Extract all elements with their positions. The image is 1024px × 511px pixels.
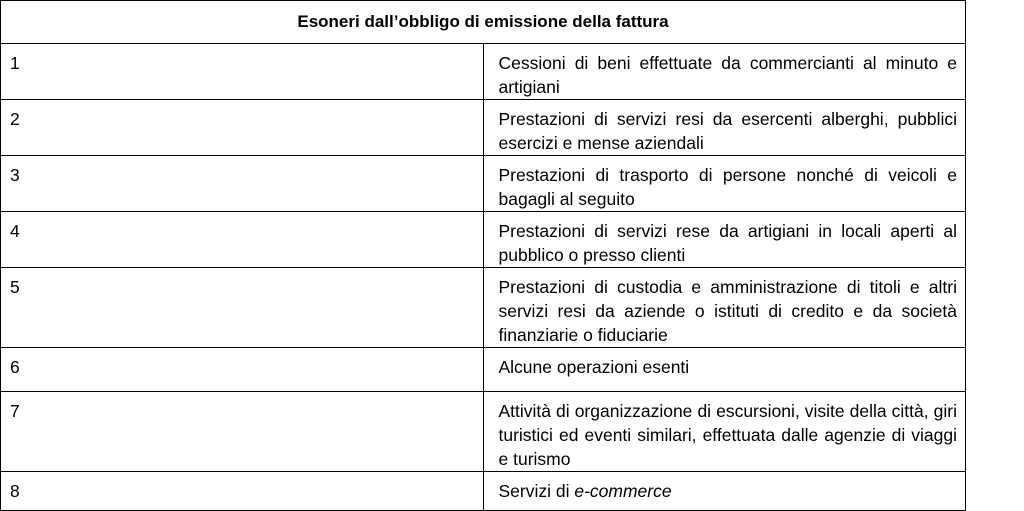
table-row: [1, 348, 966, 392]
row-description: Alcune operazioni esenti: [483, 348, 966, 392]
row-description: Prestazioni di servizi resi da esercenti alberghi, pubblici esercizi e mense aziendali: [483, 100, 966, 156]
row-number: 3: [1, 156, 484, 212]
row-description: Prestazioni di servizi rese da artigiani in locali aperti al pubblico o presso clienti: [483, 212, 966, 268]
row-number: 6: [1, 348, 484, 392]
row-number: 5: [1, 268, 484, 348]
row-number: 4: [1, 212, 484, 268]
row-description: Prestazioni di trasporto di persone nonché di veicoli e bagagli al seguito: [483, 156, 966, 212]
table-title: Esoneri dall’obbligo di emissione della fattura: [1, 1, 966, 44]
row-description: Cessioni di beni effettuate da commercianti al minuto e artigiani: [483, 44, 966, 100]
row-number: 2: [1, 100, 484, 156]
table-row: [1, 156, 966, 212]
table-row: [1, 100, 966, 156]
row-description: Attività di organizzazione di escursioni, visite della città, giri turistici ed eventi similari, effettuata dalle agenzie di viaggi e turismo: [483, 392, 966, 472]
row-number: 1: [1, 44, 484, 100]
table-row: [1, 472, 966, 511]
table-row: [1, 268, 966, 348]
row-description-italic: e-commerce: [574, 481, 672, 501]
table-row: [1, 392, 966, 472]
table-row: [1, 44, 966, 100]
row-number: 8: [1, 472, 484, 511]
row-description: [483, 472, 966, 511]
table-row: [1, 212, 966, 268]
table-header-row: [1, 1, 966, 44]
row-description: Prestazioni di custodia e amministrazione di titoli e altri servizi resi da aziende o istituti di credito e da società finanziarie o fiduciarie: [483, 268, 966, 348]
row-number: 7: [1, 392, 484, 472]
row-description-prefix: Servizi di: [498, 481, 575, 501]
